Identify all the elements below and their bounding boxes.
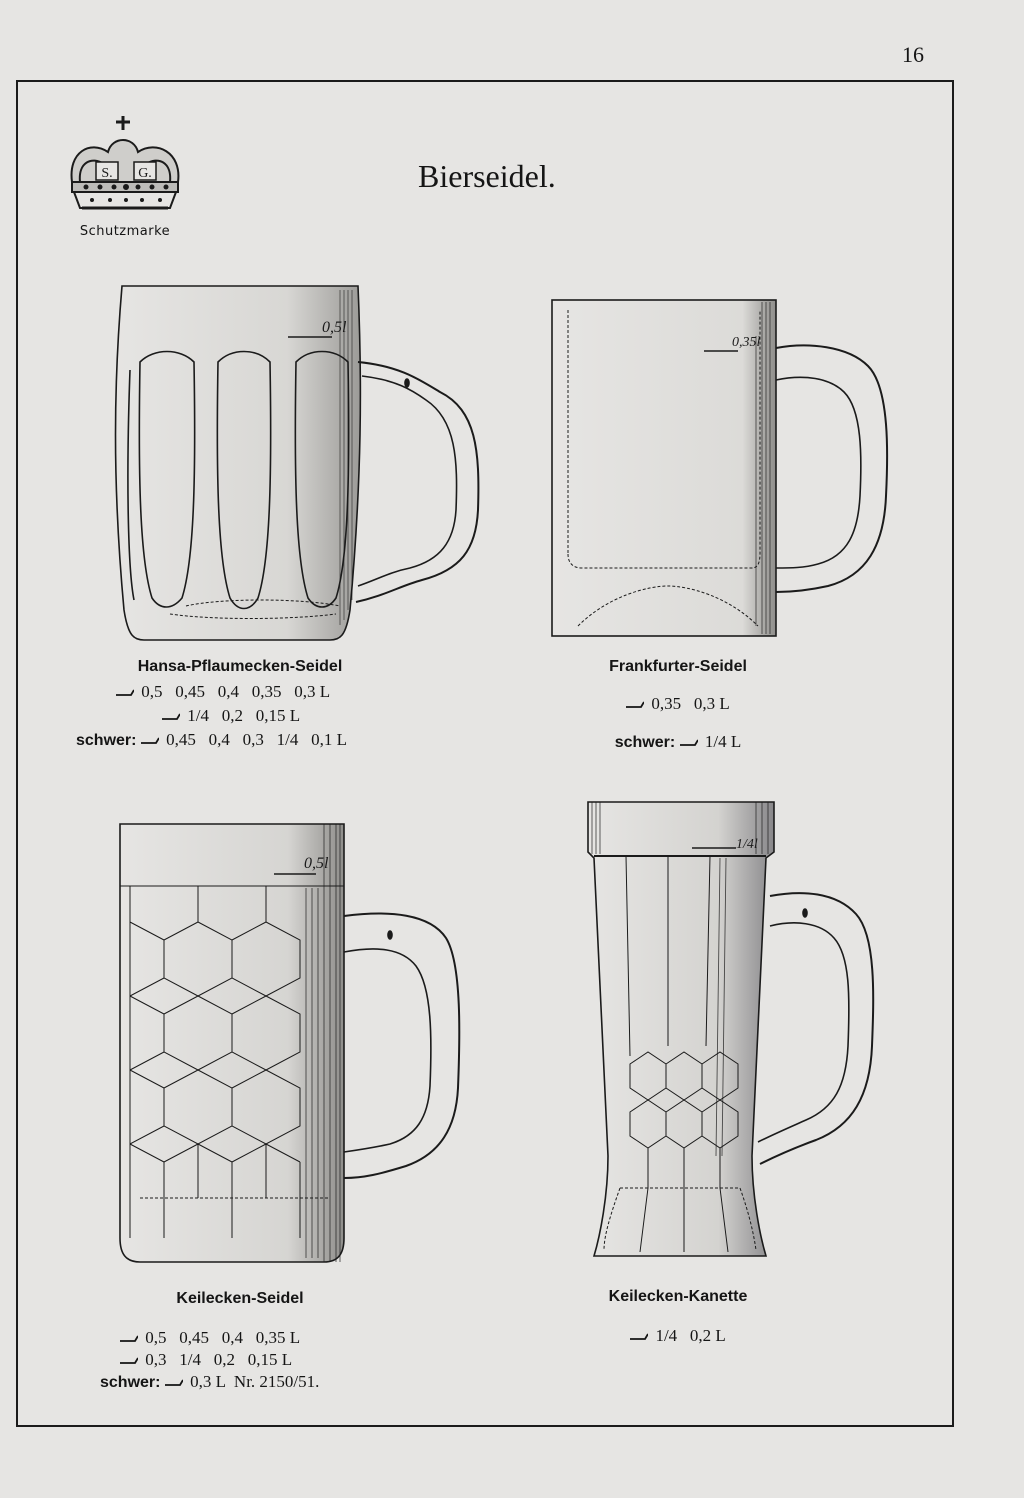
logo-letter-s: S. bbox=[101, 166, 113, 181]
size-line bbox=[548, 732, 808, 752]
etch-mark-icon bbox=[626, 701, 644, 709]
product-name: Keilecken-Kanette bbox=[608, 1288, 748, 1305]
keilecken-seidel-etch-mark: 0,5l bbox=[304, 855, 329, 872]
hansa-seidel-caption bbox=[60, 658, 420, 750]
logo-letter-g: G. bbox=[138, 166, 152, 181]
page-title: Bierseidel. bbox=[418, 158, 556, 194]
etch-mark-icon bbox=[116, 689, 134, 697]
size-values: 0,3 1/4 0,2 0,15 L bbox=[141, 1350, 293, 1369]
size-line bbox=[60, 682, 420, 702]
size-line bbox=[80, 1350, 400, 1370]
keilecken-kanette-illustration bbox=[580, 796, 880, 1268]
etch-mark-icon bbox=[165, 1379, 183, 1387]
etch-mark-icon bbox=[162, 713, 180, 721]
size-values: 0,3 L Nr. 2150/51. bbox=[185, 1372, 320, 1391]
size-values: 1/4 0,2 0,15 L bbox=[183, 706, 301, 725]
frankfurter-seidel-illustration bbox=[548, 296, 898, 646]
size-line bbox=[548, 694, 808, 714]
etch-mark-icon bbox=[141, 737, 159, 745]
size-line bbox=[60, 730, 420, 750]
size-values: 1/4 0,2 L bbox=[651, 1326, 726, 1345]
size-prefix: schwer: bbox=[100, 1374, 165, 1391]
etch-mark-icon bbox=[120, 1357, 138, 1365]
keilecken-seidel-illustration bbox=[110, 818, 470, 1268]
size-line bbox=[560, 1326, 796, 1346]
size-line bbox=[80, 1372, 400, 1392]
size-values: 1/4 L bbox=[700, 732, 742, 751]
page-number: 16 bbox=[902, 42, 924, 67]
keilecken-seidel-caption bbox=[80, 1290, 400, 1392]
size-values: 0,5 0,45 0,4 0,35 L bbox=[141, 1328, 301, 1347]
keilecken-kanette-etch-mark: 1/4l bbox=[736, 837, 758, 852]
size-line bbox=[60, 706, 420, 726]
logo-caption: Schutzmarke bbox=[79, 224, 171, 239]
etch-mark-icon bbox=[120, 1335, 138, 1343]
product-name: Keilecken-Seidel bbox=[176, 1290, 304, 1307]
size-prefix: schwer: bbox=[614, 734, 680, 751]
size-line bbox=[80, 1328, 400, 1348]
hansa-seidel-illustration bbox=[100, 280, 490, 650]
etch-mark-icon bbox=[630, 1333, 648, 1341]
keilecken-kanette-caption bbox=[560, 1288, 796, 1346]
size-values: 0,5 0,45 0,4 0,35 0,3 L bbox=[137, 682, 331, 701]
product-name: Frankfurter-Seidel bbox=[609, 658, 747, 675]
size-prefix: schwer: bbox=[76, 732, 141, 749]
size-values: 0,45 0,4 0,3 1/4 0,1 L bbox=[161, 730, 348, 749]
frankfurter-etch-mark: 0,35l bbox=[732, 335, 761, 350]
frankfurter-seidel-caption bbox=[548, 658, 808, 752]
size-values: 0,35 0,3 L bbox=[647, 694, 730, 713]
hansa-etch-mark: 0,5l bbox=[322, 319, 347, 336]
etch-mark-icon bbox=[680, 739, 698, 747]
product-name: Hansa-Pflaumecken-Seidel bbox=[137, 658, 343, 675]
